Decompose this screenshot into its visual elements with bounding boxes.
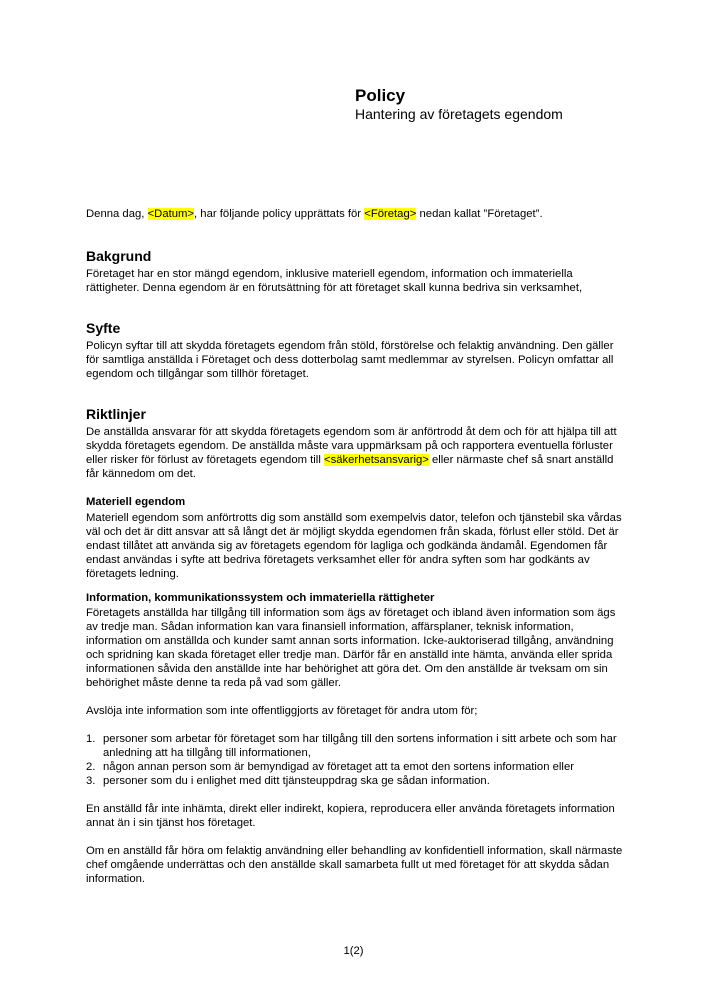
- intro-text-2: , har följande policy upprättats för: [194, 208, 365, 220]
- page-number: 1(2): [343, 945, 364, 957]
- disclosure-list: [86, 732, 626, 788]
- security-officer-placeholder: <säkerhetsansvarig>: [323, 454, 429, 466]
- riktlinjer-heading: Riktlinjer: [86, 406, 146, 422]
- disclosure-paragraph: Avslöja inte information som inte offentliggjorts av företaget för andra utom för;: [86, 705, 478, 717]
- riktlinjer-text-before: De anställda ansvarar för att skydda företagets egendom som är anförtrodd åt dem och för att hjälpa till att skydda företagets egendom. De anställda måste vara uppmärksam på och rapportera eventuella förluster eller risker för förlust av företagets egendom till: [86, 426, 617, 466]
- list-item: [86, 732, 626, 760]
- syfte-heading: Syfte: [86, 320, 121, 336]
- riktlinjer-text-after: eller närmaste chef så snart anställd får kännedom om det.: [86, 454, 614, 480]
- intro-text-3: nedan kallat ”Företaget”.: [416, 208, 543, 220]
- misuse-paragraph: Om en anställd får höra om felaktig användning eller behandling av konfidentiell information, skall närmaste chef omgående underrättas och den anställde skall samarbeta fullt ut med företaget för att skydda sådan information.: [86, 845, 623, 885]
- list-item-number: 3.: [86, 775, 96, 787]
- intro-text-1: Denna dag,: [86, 208, 148, 220]
- company-placeholder: <Företag>: [364, 208, 417, 220]
- list-item-number: 2.: [86, 761, 96, 773]
- date-placeholder: <Datum>: [147, 208, 195, 220]
- bakgrund-text: Företaget har en stor mängd egendom, inklusive materiell egendom, information och immateriella rättigheter. Denna egendom är en förutsättning för att företaget skall kunna bedriva sin verksamhet,: [86, 268, 583, 294]
- list-item: [86, 774, 626, 788]
- document-body: [86, 207, 626, 886]
- syfte-text: Policyn syftar till att skydda företagets egendom från stöld, förstörelse och felaktig användning. Den gäller för samtliga anställda i Företaget och dess dotterbolag samt medlemmar av styrelsen. Policyn omfattar all egendom och tillgångar som tillhör företaget.: [86, 340, 614, 380]
- intro-paragraph: [86, 207, 626, 221]
- information-heading: Information, kommunikationssystem och immateriella rättigheter: [86, 592, 435, 604]
- document-subtitle: Hantering av företagets egendom: [355, 106, 563, 122]
- acquisition-paragraph: En anställd får inte inhämta, direkt eller indirekt, kopiera, reproducera eller använda företagets information annat än i sin tjänst hos företaget.: [86, 803, 615, 829]
- list-item-text: personer som du i enlighet med ditt tjänsteuppdrag ska ge sådan information.: [103, 775, 490, 787]
- information-text: Företagets anställda har tillgång till information som ägs av företaget och ibland även information som ägs av tredje man. Sådan information kan vara finansiell information, affärsplaner, teknisk information, information om anställda och kunder samt annan sorts information. Icke-auktoriserad tillgång, användning och spridning kan skada företaget eller tredje man. Därför får en anställd inte hämta, använda eller sprida informationen såvida den anställde inte har behörighet att göra det. Om den anställde är tveksam om sin behörighet måste denne ta reda på vad som gäller.: [86, 607, 616, 689]
- materiell-text: Materiell egendom som anförtrotts dig som anställd som exempelvis dator, telefon och tjänstebil ska vårdas väl och det är ditt ansvar att så långt det är möjligt skydda egendomen från skada, förlust eller stöld. Det är endast tillåtet att använda sig av företagets egendom för lagliga och godkända ändamål. Egendomen får endast användas i syfte att bedriva företagets verksamhet eller för andra syften som har godkänts av företagets ledning.: [86, 512, 622, 580]
- document-title: Policy: [355, 86, 406, 105]
- list-item-text: någon annan person som är bemyndigad av företaget att ta emot den sortens information eller: [103, 761, 574, 773]
- bakgrund-heading: Bakgrund: [86, 248, 152, 264]
- list-item-text: personer som arbetar för företaget som har tillgång till den sortens information i sitt arbete och som har anledning att ha tillgång till informationen,: [103, 733, 617, 759]
- list-item-number: 1.: [86, 733, 96, 745]
- list-item: [86, 760, 626, 774]
- materiell-heading: Materiell egendom: [86, 496, 186, 508]
- riktlinjer-text: [86, 425, 626, 481]
